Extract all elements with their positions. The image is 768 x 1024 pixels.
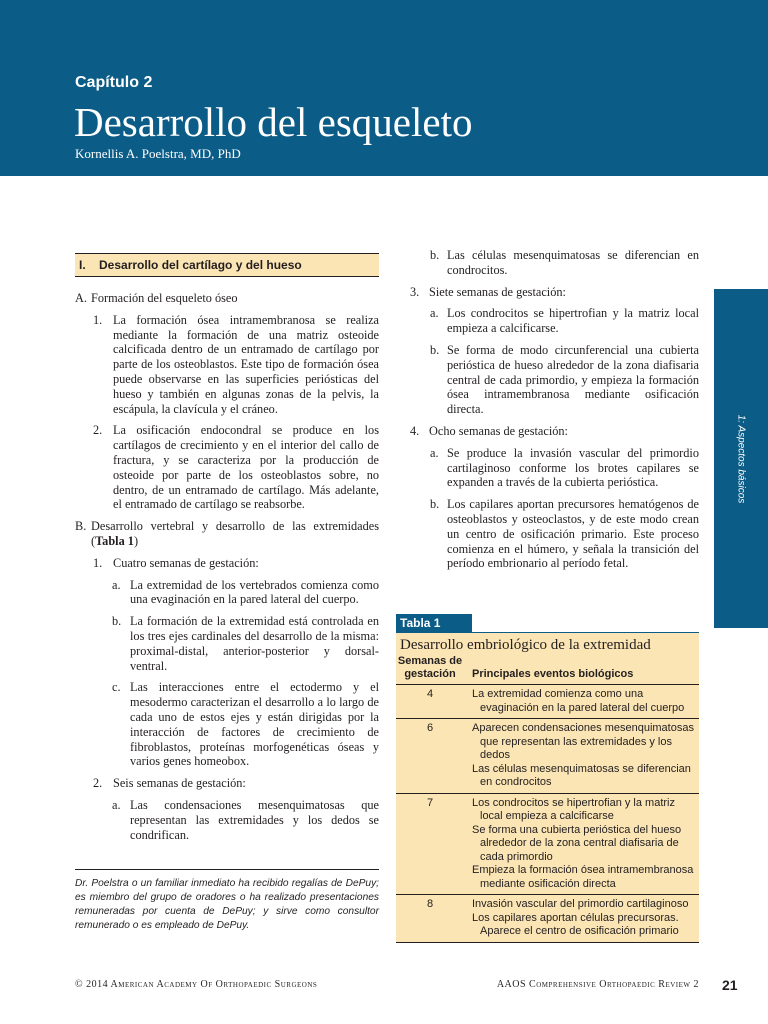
outline-item-b4	[396, 424, 699, 439]
outline-label: b.	[430, 497, 440, 512]
table-label: Tabla 1	[396, 614, 472, 633]
outline-label: a.	[430, 445, 439, 460]
outline-text: Cuatro semanas de gestación:	[113, 555, 259, 570]
outline-text: Las condensaciones mesenquimatosas que representan las extremidades y los dedos se condrifican.	[130, 797, 379, 842]
table-body	[396, 633, 699, 943]
outline-item-b1b	[75, 614, 379, 673]
table-top-rule	[396, 632, 699, 633]
outline-label: 3.	[410, 284, 420, 299]
table-row	[396, 685, 699, 719]
outline-item-b4a	[396, 446, 699, 490]
outline-label: a.	[112, 577, 121, 592]
table-row	[396, 794, 699, 896]
events-cell	[464, 898, 699, 939]
outline-label: c.	[112, 680, 121, 695]
outline-label: a.	[430, 306, 439, 321]
outline-item-b2b	[396, 248, 699, 278]
outline-item-b1	[75, 556, 379, 571]
outline-text: Se forma de modo circunferencial una cubierta perióstica de hueso alrededor de la zona diafisaria central de cada primordio, y empieza la formación ósea intramembranosa mediante osificación directa.	[447, 342, 699, 417]
outline-text: Las células mesenquimatosas se diferencian en condrocitos.	[447, 248, 699, 277]
outline-text: Siete semanas de gestación:	[429, 284, 566, 299]
outline-text: Desarrollo vertebral y desarrollo de las extremidades (	[91, 519, 379, 548]
outline-label: A.	[75, 291, 87, 305]
outline-label: 2.	[93, 776, 103, 791]
outline-text: Formación del esqueleto óseo	[91, 291, 238, 305]
outline-item-b1c	[75, 680, 379, 769]
outline-item-b3b	[396, 343, 699, 417]
table-row	[396, 895, 699, 943]
event-text: Las células mesenquimatosas se diferencian en condrocitos	[472, 762, 691, 788]
chapter-title: Desarrollo del esqueleto	[74, 99, 473, 145]
outline-item-b3a	[396, 306, 699, 336]
events-cell	[464, 688, 699, 715]
table-title: Desarrollo embriológico de la extremidad	[400, 637, 651, 653]
outline-label: 2.	[93, 423, 103, 438]
outline-item-a1	[75, 313, 379, 417]
left-column	[75, 253, 379, 849]
outline-label: 1.	[93, 555, 103, 570]
side-tab-label: 1: Aspectos básicos	[735, 414, 747, 504]
section-number: I.	[79, 258, 86, 272]
outline-text: Las interacciones entre el ectodermo y el mesodermo caracterizan el desarrollo a lo largo de cada uno de estos ejes y están dirigidas por la interacción de factores de crecimiento de fibroblastos, proteínas morfogenéticas óseas y varios genes homeobox.	[130, 680, 379, 769]
outline-item-b4b	[396, 497, 699, 571]
event-text: Invasión vascular del primordio cartilaginoso	[472, 898, 689, 910]
outline-label: 1.	[93, 312, 103, 327]
outline-text: Los condrocitos se hipertrofian y la matriz local empieza a calcificarse.	[447, 306, 699, 336]
outline-text: La osificación endocondral se produce en los cartílagos de crecimiento y en el interior del callo de fractura, y se caracteriza por la producción de osteoide por parte de los osteoblastos sobre, no dentro, de un entramado de cartílago. Más adelante, el entramado de cartílago se reabsorbe.	[113, 423, 379, 512]
event-text: Se forma una cubierta perióstica del hueso alrededor de la zona central diafisaria de cada primordio	[472, 823, 682, 863]
outline-label: b.	[112, 614, 122, 629]
outline-label: b.	[430, 248, 440, 262]
week-cell: 7	[426, 796, 434, 809]
week-cell: 4	[426, 688, 434, 700]
author-disclosure: Dr. Poelstra o un familiar inmediato ha recibido regalías de DePuy; es miembro del grupo de oradores o ha realizado presentaciones remuneradas por cuenta de DePuy; y sirve como consultor remunerado o es empleado de DePuy.	[75, 869, 379, 933]
section-side-tab	[714, 289, 768, 628]
section-heading	[75, 253, 379, 277]
event-text: Aparecen condensaciones mesenquimatosas que representan las extremidades y los dedos	[472, 722, 694, 761]
outline-text: Los capilares aportan precursores hematógenos de osteoblastos y osteoclastos, y de este modo crean un centro de osificación primario. Este proceso comienza en el húmero, y señala la transición del período embrionario al período fetal.	[447, 497, 699, 571]
outline-item-b2	[75, 776, 379, 791]
page-number: 21	[722, 977, 738, 993]
outline-item-b2a	[75, 798, 379, 842]
week-cell: 6	[426, 722, 434, 734]
outline-text: La extremidad de los vertebrados comienza como una evaginación en la pared lateral del cuerpo.	[130, 577, 379, 607]
outline-label: b.	[430, 342, 440, 357]
section-title: Desarrollo del cartílago y del hueso	[99, 258, 302, 272]
copyright: © 2014 American Academy Of Orthopaedic Surgeons	[75, 979, 318, 990]
outline-item-b3	[396, 285, 699, 300]
events-cell	[464, 797, 699, 892]
chapter-number: Capítulo 2	[75, 74, 153, 91]
outline-text: La formación de la extremidad está controlada en los tres ejes cardinales del desarrollo de la misma: proximal-distal, anterior-posterior y dorsal-ventral.	[130, 614, 379, 673]
outline-label: 4.	[410, 423, 420, 438]
event-text: Los capilares aportan células precursoras. Aparece el centro de osificación primario	[472, 911, 679, 937]
outline-text: La formación ósea intramembranosa se realiza mediante la formación de una matriz osteoide calcificada dentro de un entramado de cartílago por parte de los osteoblastos. Este tipo de formación ósea puede observarse en las superficies periósticas del hueso y también en algunas zonas de la pelvis, la escápula, la clavícula y el cráneo.	[113, 312, 379, 416]
outline-text: Seis semanas de gestación:	[113, 776, 246, 791]
outline-label: a.	[112, 797, 121, 812]
outline-text: Se produce la invasión vascular del primordio cartilaginoso conforme los brotes capilares se expanden a través de la cubierta perióstica.	[447, 445, 699, 490]
table-1	[396, 614, 699, 943]
table-rows	[396, 685, 699, 943]
outline-item-a2	[75, 423, 379, 512]
outline-item-b	[75, 519, 379, 549]
table-row	[396, 719, 699, 794]
book-title: AAOS Comprehensive Orthopaedic Review 2	[496, 979, 699, 990]
outline-item-a	[75, 291, 379, 306]
event-text: Empieza la formación ósea intramembranosa mediante osificación directa	[472, 864, 694, 890]
event-text: Los condrocitos se hipertrofian y la matriz local empieza a calcificarse	[472, 796, 675, 822]
table-header	[396, 655, 699, 685]
column-header-events: Principales eventos biológicos	[472, 668, 634, 680]
chapter-header	[0, 0, 768, 176]
outline-item-b1a	[75, 578, 379, 608]
week-cell: 8	[426, 898, 434, 910]
event-text: La extremidad comienza como una evaginación en la pared lateral del cuerpo	[472, 688, 685, 714]
chapter-author: Kornellis A. Poelstra, MD, PhD	[75, 146, 241, 161]
right-column	[396, 248, 699, 578]
events-cell	[464, 722, 699, 790]
outline-label: B.	[75, 519, 87, 534]
outline-text-close: )	[133, 533, 139, 548]
table-reference-link[interactable]: Tabla 1	[95, 533, 134, 548]
outline-text: Ocho semanas de gestación:	[429, 423, 568, 438]
column-header-weeks: Semanas de gestación	[397, 655, 463, 680]
